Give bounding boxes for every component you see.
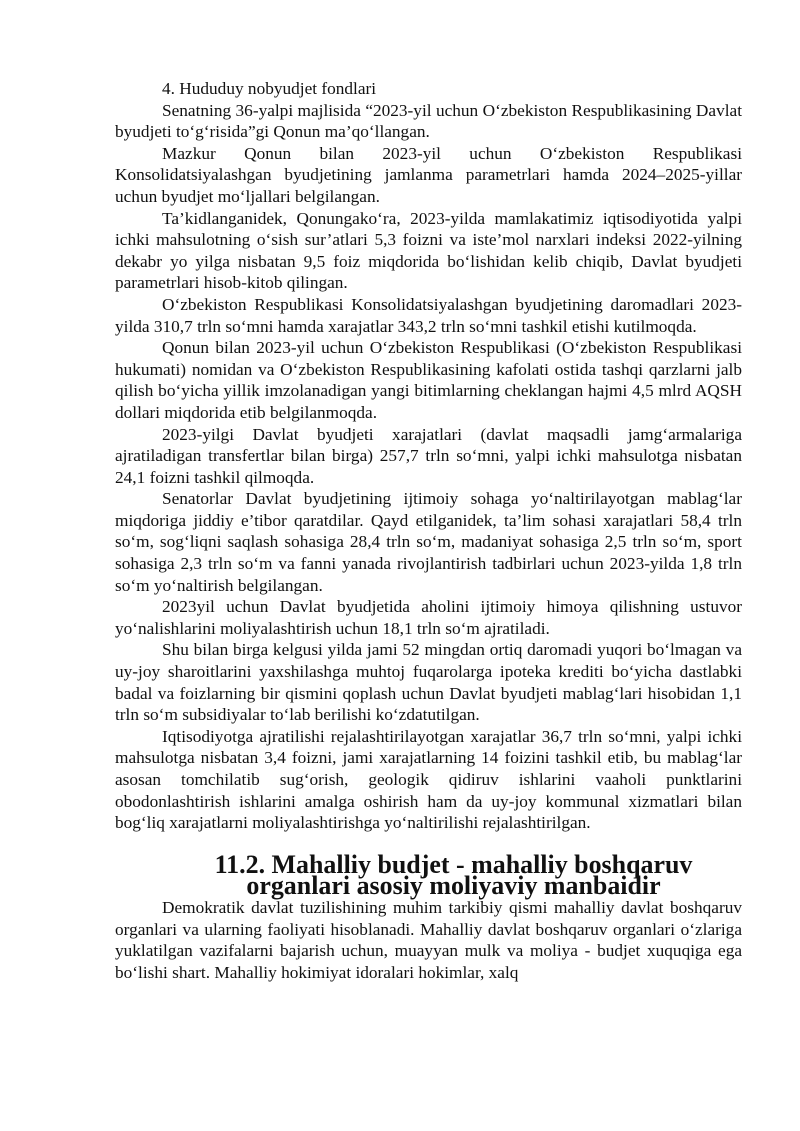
paragraph: O‘zbekiston Respublikasi Konsolidatsiyalashgan byudjetining daromadlari 2023-yilda 310,7 trln so‘mni hamda xarajatlar 343,2 trln so‘mni tashkil etishi kutilmoqda.: [115, 294, 742, 336]
paragraph: Iqtisodiyotga ajratilishi rejalashtirilayotgan xarajatlar 36,7 trln so‘mni, yalpi ichki mahsulotga nisbatan 3,4 foizni, jami xarajatlarning 14 foizini tashkil etib, bu mablag‘lar asosan tomchilatib sug‘orish, geologik qidiruv ishlarini vaaholi punktlarini obodonlashtirish ishlarini amalga oshirish ham da uy-joy kommunal xizmatlari bilan bog‘liq xarajatlarni moliyalashtirishga yo‘naltirilishi rejalashtirilgan.: [115, 726, 742, 833]
paragraph: 2023yil uchun Davlat byudjetida aholini ijtimoiy himoya qilishning ustuvor yo‘nalishlarini moliyalashtirish uchun 18,1 trln so‘m ajratiladi.: [115, 597, 742, 638]
paragraph: Demokratik davlat tuzilishining muhim tarkibiy qismi mahalliy davlat boshqaruv organlari va ularning faoliyati hisoblanadi. Mahalliy davlat boshqaruv organlari o‘zlariga yuklatilgan vazifalarni bajarish uchun, muayyan mulk va moliya - budjet xuquqiga ega bo‘lishi shart. Mahalliy hokimiyat idoralari hokimlar, xalq: [115, 897, 742, 982]
document-page: [115, 78, 742, 983]
subsection-heading: 11.2. Mahalliy budjet - mahalliy boshqaruv organlari asosiy moliyaviy manbaidir: [214, 849, 693, 901]
paragraph: Mazkur Qonun bilan 2023-yil uchun O‘zbekiston Respublikasi Konsolidatsiyalashgan byudjetining jamlanma parametrlari hamda 2024–2025-yillar uchun byudjet mo‘ljallari belgilangan.: [115, 143, 742, 206]
paragraph: Shu bilan birga kelgusi yilda jami 52 mingdan ortiq daromadi yuqori bo‘lmagan va uy-joy sharoitlarini yaxshilashga muhtoj fuqarolarga ipoteka krediti bo‘yicha dastlabki badal va foizlarning bir qismini qoplash uchun Davlat byudjeti mablag‘lari hisobidan 1,1 trln so‘m subsidiyalar to‘lab berilishi ko‘zdatutilgan.: [115, 640, 742, 725]
paragraph: 2023-yilgi Davlat byudjeti xarajatlari (davlat maqsadli jamg‘armalariga ajratiladigan transfertlar bilan birga) 257,7 trln so‘mni, yalpi ichki mahsulotga nisbatan 24,1 foizni tashkil qilmoqda.: [115, 424, 742, 487]
paragraph: Senatorlar Davlat byudjetining ijtimoiy sohaga yo‘naltirilayotgan mablag‘lar miqdoriga jiddiy e’tibor qaratdilar. Qayd etilganidek, ta’lim sohasi xarajatlari 58,4 trln so‘m, sog‘liqni saqlash sohasiga 28,4 trln so‘m, madaniyat sohasiga 2,5 trln so‘m, sport sohasiga 2,3 trln so‘m va fanni yanada rivojlantirish tadbirlari uchun 2023-yilda 1,8 trln so‘m yo‘naltirish belgilangan.: [115, 489, 742, 595]
paragraph: Senatning 36-yalpi majlisida “2023-yil uchun O‘zbekiston Respublikasining Davlat byudjeti to‘g‘risida”gi Qonun ma’qo‘llangan.: [115, 100, 742, 142]
section-subtitle: 4. Hududuy nobyudjet fondlari: [162, 79, 377, 98]
paragraph: Ta’kidlanganidek, Qonungako‘ra, 2023-yilda mamlakatimiz iqtisodiyotida yalpi ichki mahsulotning o‘sish sur’atlari 5,3 foizni va iste’mol narxlari indeksi 2022-yilning dekabr yo yilga nisbatan 9,5 foiz miqdorida bo‘lishidan kelib chiqib, Davlat byudjeti parametrlari hisob-kitob qilingan.: [115, 208, 742, 293]
paragraph: Qonun bilan 2023-yil uchun O‘zbekiston Respublikasi (O‘zbekiston Respublikasi hukumati) nomidan va O‘zbekiston Respublikasining kafolati ostida tashqi qarzlarni jalb qilish bo‘yicha yillik imzolanadigan yangi bitimlarning cheklangan hajmi 4,5 mlrd AQSH dollari miqdorida etib belgilanmoqda.: [115, 338, 742, 422]
